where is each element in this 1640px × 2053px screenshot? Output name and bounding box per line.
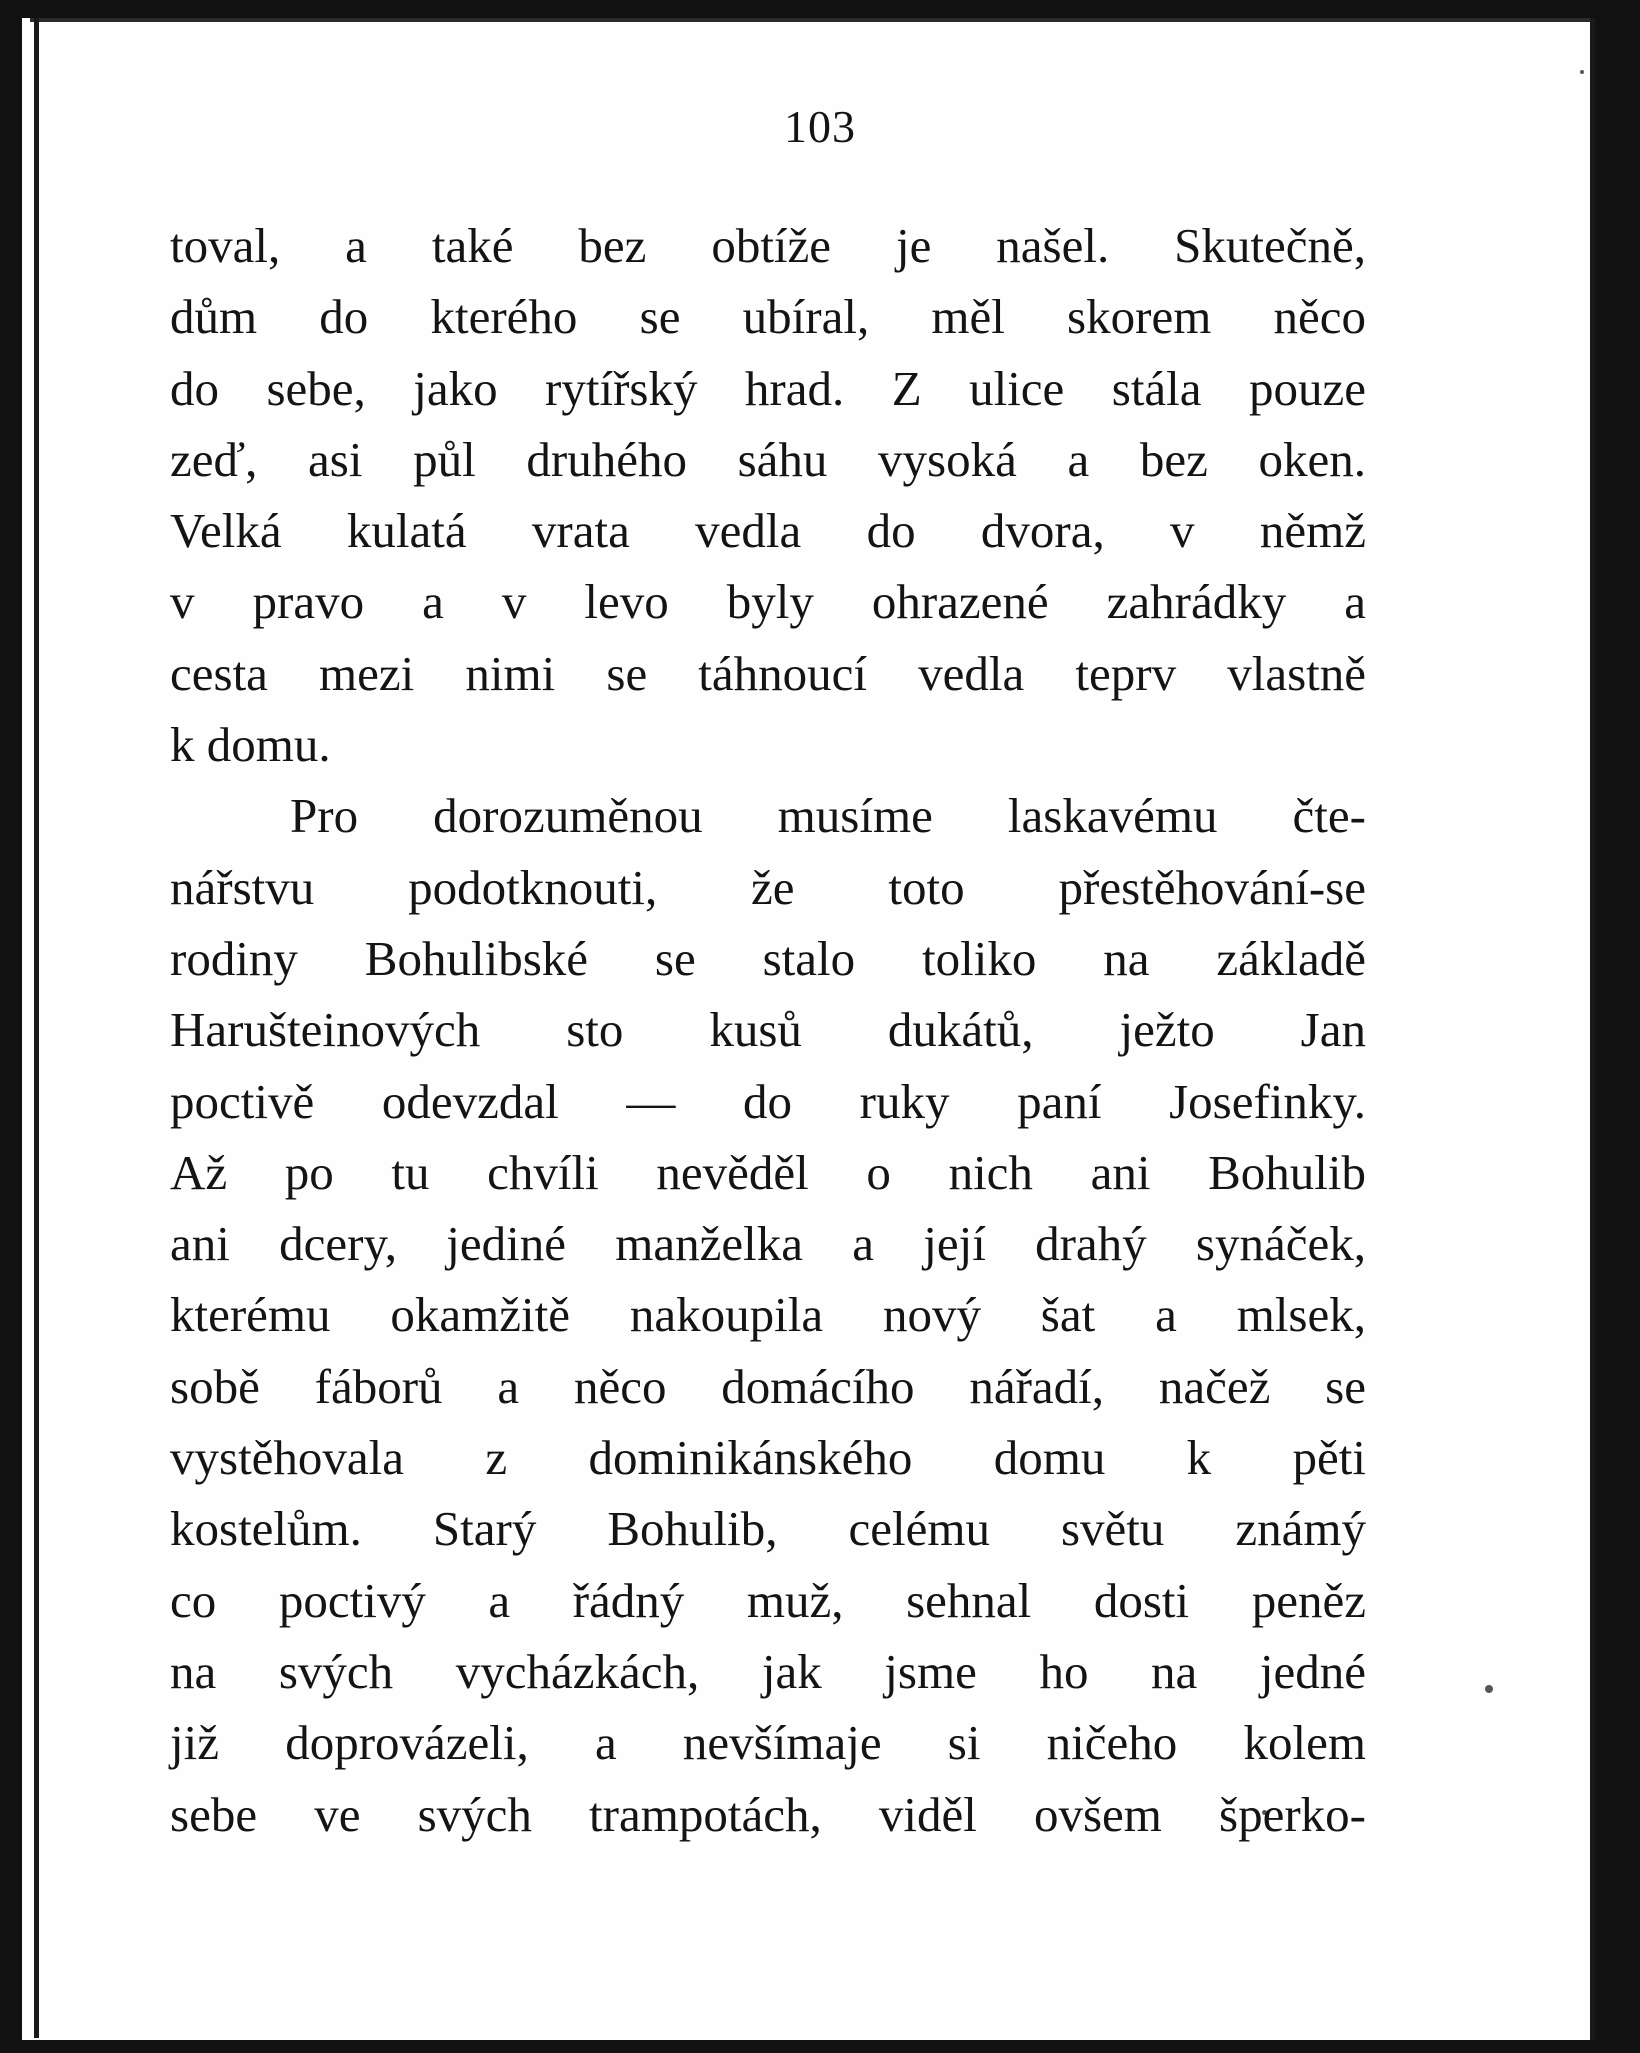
text-line: sobě fáborů a něco domácího nářadí, načež se — [170, 1358, 1366, 1414]
text-line: dům do kterého se ubíral, měl skorem něco — [170, 289, 1366, 345]
text-line: Velká kulatá vrata vedla do dvora, v němž — [170, 503, 1366, 559]
text-line: Pro dorozuměnou musíme laskavému čte- — [290, 788, 1366, 844]
text-line: nářstvu podotknouti, že toto přestěhování-se — [170, 859, 1366, 915]
scan-speck — [1580, 70, 1584, 74]
scan-border-right-inner — [1590, 18, 1595, 2048]
text-line: vystěhovala z dominikánského domu k pěti — [170, 1430, 1366, 1486]
text-line: co poctivý a řádný muž, sehnal dosti peněz — [170, 1572, 1366, 1628]
text-line: Až po tu chvíli nevěděl o nich ani Bohulib — [170, 1144, 1366, 1200]
page-number: 103 — [784, 101, 856, 152]
text-line: kterému okamžitě nakoupila nový šat a mlsek, — [170, 1287, 1366, 1343]
text-line: cesta mezi nimi se táhnoucí vedla teprv vlastně — [170, 645, 1366, 701]
text-line: do sebe, jako rytířský hrad. Z ulice stála pouze — [170, 360, 1366, 416]
text-line: na svých vycházkách, jak jsme ho na jedné — [170, 1643, 1366, 1699]
scan-border-top — [0, 0, 1640, 18]
text-line: poctivě odevzdal — do ruky paní Josefinky. — [170, 1073, 1366, 1129]
scan-border-right — [1594, 0, 1640, 2053]
text-line: Harušteinových sto kusů dukátů, ježto Jan — [170, 1002, 1366, 1058]
text-line: zeď, asi půl druhého sáhu vysoká a bez oken. — [170, 431, 1366, 487]
text-line: již doprovázeli, a nevšímaje si ničeho kolem — [170, 1715, 1366, 1771]
scan-speck — [1485, 1685, 1493, 1693]
scan-border-left — [0, 0, 22, 2053]
scan-border-top-inner — [30, 18, 1595, 22]
body-text — [170, 210, 1366, 1850]
text-line: toval, a také bez obtíže je našel. Skutečně, — [170, 218, 1366, 273]
text-line: kostelům. Starý Bohulib, celému světu známý — [170, 1501, 1366, 1557]
text-line: k domu. — [170, 717, 331, 773]
text-line: v pravo a v levo byly ohrazené zahrádky a — [170, 574, 1366, 630]
scan-border-left-inner — [34, 18, 39, 2038]
text-line: sebe ve svých trampotách, viděl ovšem šperko- — [170, 1786, 1366, 1842]
text-line: ani dcery, jediné manželka a její drahý synáček, — [170, 1216, 1366, 1272]
scan-border-bottom — [0, 2040, 1640, 2053]
text-line: rodiny Bohulibské se stalo toliko na základě — [170, 930, 1366, 986]
